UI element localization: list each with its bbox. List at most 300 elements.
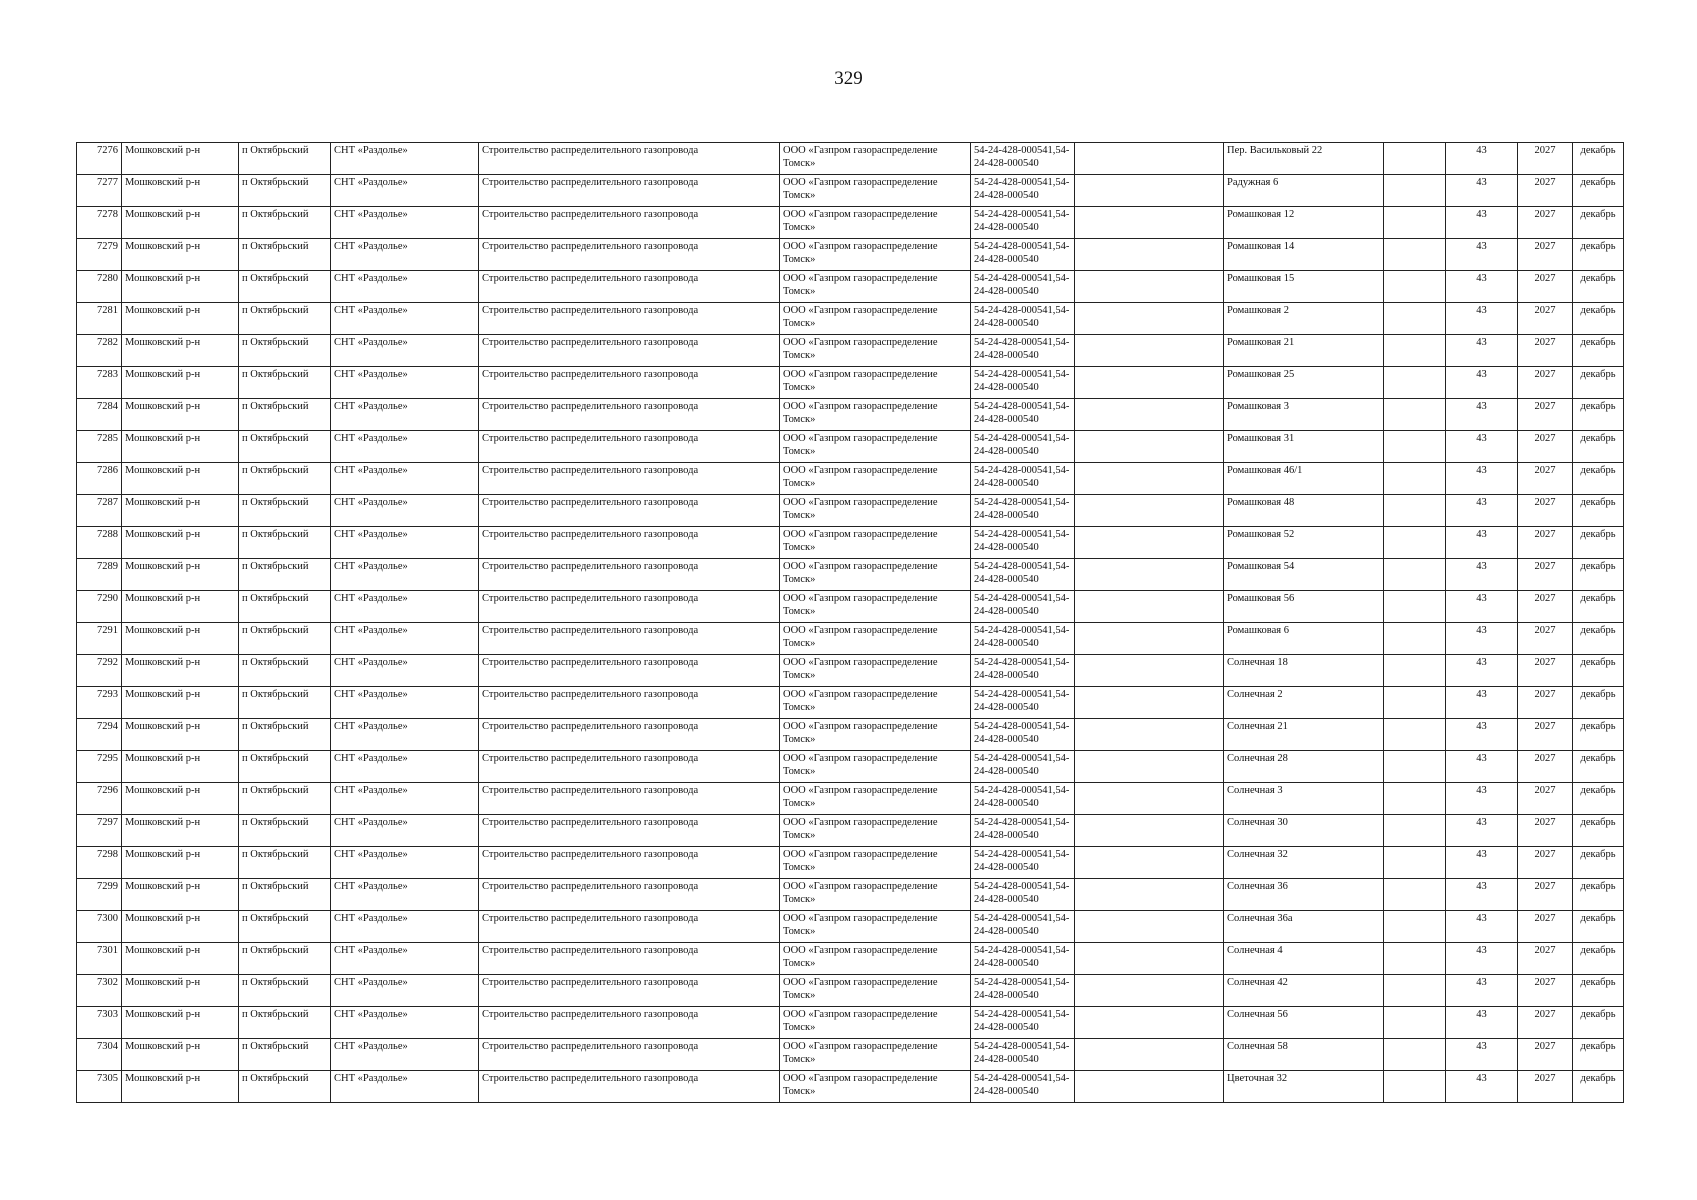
object-cell: СНТ «Раздолье» [331, 1071, 479, 1103]
district-cell: Мошковский р-н [122, 623, 239, 655]
empty-cell-a [1075, 559, 1224, 591]
table-row [77, 591, 1624, 623]
year-cell: 2027 [1518, 303, 1573, 335]
empty-cell-a [1075, 911, 1224, 943]
cadastral-cell: 54-24-428-000541,54-24-428-000540 [971, 303, 1075, 335]
empty-cell-a [1075, 271, 1224, 303]
organization-cell: ООО «Газпром газораспределение Томск» [780, 975, 971, 1007]
address-cell: Ромашковая 25 [1224, 367, 1384, 399]
empty-cell-b [1384, 879, 1446, 911]
empty-cell-a [1075, 623, 1224, 655]
address-cell: Солнечная 3 [1224, 783, 1384, 815]
table-row [77, 431, 1624, 463]
organization-cell: ООО «Газпром газораспределение Томск» [780, 687, 971, 719]
row-number-cell: 7289 [77, 559, 122, 591]
month-cell: декабрь [1573, 335, 1624, 367]
empty-cell-b [1384, 175, 1446, 207]
address-cell: Солнечная 4 [1224, 943, 1384, 975]
activity-cell: Строительство распределительного газопровода [479, 815, 780, 847]
cadastral-cell: 54-24-428-000541,54-24-428-000540 [971, 239, 1075, 271]
empty-cell-b [1384, 399, 1446, 431]
year-cell: 2027 [1518, 847, 1573, 879]
empty-cell-a [1075, 975, 1224, 1007]
empty-cell-a [1075, 847, 1224, 879]
empty-cell-b [1384, 815, 1446, 847]
organization-cell: ООО «Газпром газораспределение Томск» [780, 367, 971, 399]
table-row [77, 847, 1624, 879]
activity-cell: Строительство распределительного газопровода [479, 527, 780, 559]
organization-cell: ООО «Газпром газораспределение Томск» [780, 943, 971, 975]
organization-cell: ООО «Газпром газораспределение Томск» [780, 591, 971, 623]
settlement-cell: п Октябрьский [239, 239, 331, 271]
object-cell: СНТ «Раздолье» [331, 943, 479, 975]
month-cell: декабрь [1573, 143, 1624, 175]
activity-cell: Строительство распределительного газопровода [479, 495, 780, 527]
month-cell: декабрь [1573, 207, 1624, 239]
table-row [77, 303, 1624, 335]
settlement-cell: п Октябрьский [239, 399, 331, 431]
settlement-cell: п Октябрьский [239, 495, 331, 527]
month-cell: декабрь [1573, 1071, 1624, 1103]
empty-cell-a [1075, 207, 1224, 239]
district-cell: Мошковский р-н [122, 431, 239, 463]
cadastral-cell: 54-24-428-000541,54-24-428-000540 [971, 591, 1075, 623]
activity-cell: Строительство распределительного газопровода [479, 271, 780, 303]
month-cell: декабрь [1573, 783, 1624, 815]
empty-cell-a [1075, 1039, 1224, 1071]
table-row [77, 879, 1624, 911]
object-cell: СНТ «Раздолье» [331, 1007, 479, 1039]
row-number-cell: 7283 [77, 367, 122, 399]
cadastral-cell: 54-24-428-000541,54-24-428-000540 [971, 655, 1075, 687]
settlement-cell: п Октябрьский [239, 879, 331, 911]
address-cell: Ромашковая 21 [1224, 335, 1384, 367]
organization-cell: ООО «Газпром газораспределение Томск» [780, 559, 971, 591]
month-cell: декабрь [1573, 975, 1624, 1007]
empty-cell-a [1075, 719, 1224, 751]
address-cell: Радужная 6 [1224, 175, 1384, 207]
code-cell: 43 [1446, 399, 1518, 431]
activity-cell: Строительство распределительного газопровода [479, 623, 780, 655]
empty-cell-b [1384, 687, 1446, 719]
object-cell: СНТ «Раздолье» [331, 719, 479, 751]
object-cell: СНТ «Раздолье» [331, 879, 479, 911]
table-row [77, 975, 1624, 1007]
cadastral-cell: 54-24-428-000541,54-24-428-000540 [971, 559, 1075, 591]
organization-cell: ООО «Газпром газораспределение Томск» [780, 655, 971, 687]
activity-cell: Строительство распределительного газопровода [479, 1039, 780, 1071]
month-cell: декабрь [1573, 1007, 1624, 1039]
table-row [77, 143, 1624, 175]
year-cell: 2027 [1518, 527, 1573, 559]
address-cell: Ромашковая 52 [1224, 527, 1384, 559]
year-cell: 2027 [1518, 1007, 1573, 1039]
district-cell: Мошковский р-н [122, 143, 239, 175]
row-number-cell: 7295 [77, 751, 122, 783]
address-cell: Солнечная 32 [1224, 847, 1384, 879]
organization-cell: ООО «Газпром газораспределение Томск» [780, 239, 971, 271]
year-cell: 2027 [1518, 175, 1573, 207]
empty-cell-b [1384, 751, 1446, 783]
district-cell: Мошковский р-н [122, 207, 239, 239]
address-cell: Цветочная 32 [1224, 1071, 1384, 1103]
object-cell: СНТ «Раздолье» [331, 1039, 479, 1071]
settlement-cell: п Октябрьский [239, 303, 331, 335]
code-cell: 43 [1446, 559, 1518, 591]
activity-cell: Строительство распределительного газопровода [479, 879, 780, 911]
register-body [77, 143, 1624, 1103]
organization-cell: ООО «Газпром газораспределение Томск» [780, 335, 971, 367]
row-number-cell: 7286 [77, 463, 122, 495]
empty-cell-b [1384, 911, 1446, 943]
empty-cell-b [1384, 207, 1446, 239]
row-number-cell: 7292 [77, 655, 122, 687]
year-cell: 2027 [1518, 719, 1573, 751]
year-cell: 2027 [1518, 879, 1573, 911]
district-cell: Мошковский р-н [122, 495, 239, 527]
district-cell: Мошковский р-н [122, 847, 239, 879]
settlement-cell: п Октябрьский [239, 1039, 331, 1071]
table-row [77, 943, 1624, 975]
district-cell: Мошковский р-н [122, 815, 239, 847]
object-cell: СНТ «Раздолье» [331, 751, 479, 783]
empty-cell-a [1075, 495, 1224, 527]
month-cell: декабрь [1573, 719, 1624, 751]
settlement-cell: п Октябрьский [239, 1007, 331, 1039]
empty-cell-b [1384, 143, 1446, 175]
settlement-cell: п Октябрьский [239, 623, 331, 655]
year-cell: 2027 [1518, 239, 1573, 271]
row-number-cell: 7285 [77, 431, 122, 463]
address-cell: Солнечная 36 [1224, 879, 1384, 911]
code-cell: 43 [1446, 527, 1518, 559]
district-cell: Мошковский р-н [122, 1007, 239, 1039]
object-cell: СНТ «Раздолье» [331, 495, 479, 527]
row-number-cell: 7303 [77, 1007, 122, 1039]
activity-cell: Строительство распределительного газопровода [479, 655, 780, 687]
district-cell: Мошковский р-н [122, 367, 239, 399]
address-cell: Ромашковая 14 [1224, 239, 1384, 271]
year-cell: 2027 [1518, 687, 1573, 719]
cadastral-cell: 54-24-428-000541,54-24-428-000540 [971, 527, 1075, 559]
code-cell: 43 [1446, 303, 1518, 335]
empty-cell-a [1075, 655, 1224, 687]
organization-cell: ООО «Газпром газораспределение Томск» [780, 527, 971, 559]
code-cell: 43 [1446, 591, 1518, 623]
code-cell: 43 [1446, 431, 1518, 463]
empty-cell-b [1384, 495, 1446, 527]
row-number-cell: 7293 [77, 687, 122, 719]
code-cell: 43 [1446, 239, 1518, 271]
row-number-cell: 7291 [77, 623, 122, 655]
year-cell: 2027 [1518, 335, 1573, 367]
address-cell: Ромашковая 15 [1224, 271, 1384, 303]
object-cell: СНТ «Раздолье» [331, 207, 479, 239]
object-cell: СНТ «Раздолье» [331, 559, 479, 591]
year-cell: 2027 [1518, 399, 1573, 431]
cadastral-cell: 54-24-428-000541,54-24-428-000540 [971, 815, 1075, 847]
empty-cell-a [1075, 751, 1224, 783]
activity-cell: Строительство распределительного газопровода [479, 1071, 780, 1103]
empty-cell-b [1384, 591, 1446, 623]
district-cell: Мошковский р-н [122, 175, 239, 207]
address-cell: Ромашковая 31 [1224, 431, 1384, 463]
settlement-cell: п Октябрьский [239, 687, 331, 719]
row-number-cell: 7284 [77, 399, 122, 431]
activity-cell: Строительство распределительного газопровода [479, 431, 780, 463]
year-cell: 2027 [1518, 559, 1573, 591]
empty-cell-a [1075, 335, 1224, 367]
empty-cell-b [1384, 303, 1446, 335]
organization-cell: ООО «Газпром газораспределение Томск» [780, 751, 971, 783]
row-number-cell: 7297 [77, 815, 122, 847]
empty-cell-a [1075, 879, 1224, 911]
object-cell: СНТ «Раздолье» [331, 271, 479, 303]
empty-cell-a [1075, 399, 1224, 431]
code-cell: 43 [1446, 751, 1518, 783]
code-cell: 43 [1446, 367, 1518, 399]
address-cell: Ромашковая 2 [1224, 303, 1384, 335]
address-cell: Солнечная 42 [1224, 975, 1384, 1007]
address-cell: Солнечная 58 [1224, 1039, 1384, 1071]
activity-cell: Строительство распределительного газопровода [479, 463, 780, 495]
month-cell: декабрь [1573, 463, 1624, 495]
empty-cell-b [1384, 239, 1446, 271]
table-row [77, 623, 1624, 655]
activity-cell: Строительство распределительного газопровода [479, 559, 780, 591]
activity-cell: Строительство распределительного газопровода [479, 175, 780, 207]
month-cell: декабрь [1573, 943, 1624, 975]
organization-cell: ООО «Газпром газораспределение Томск» [780, 1007, 971, 1039]
year-cell: 2027 [1518, 367, 1573, 399]
cadastral-cell: 54-24-428-000541,54-24-428-000540 [971, 847, 1075, 879]
object-cell: СНТ «Раздолье» [331, 623, 479, 655]
empty-cell-b [1384, 335, 1446, 367]
address-cell: Солнечная 56 [1224, 1007, 1384, 1039]
empty-cell-b [1384, 1039, 1446, 1071]
table-row [77, 175, 1624, 207]
object-cell: СНТ «Раздолье» [331, 655, 479, 687]
settlement-cell: п Октябрьский [239, 911, 331, 943]
empty-cell-b [1384, 1071, 1446, 1103]
month-cell: декабрь [1573, 559, 1624, 591]
organization-cell: ООО «Газпром газораспределение Томск» [780, 143, 971, 175]
table-row [77, 367, 1624, 399]
object-cell: СНТ «Раздолье» [331, 367, 479, 399]
year-cell: 2027 [1518, 495, 1573, 527]
object-cell: СНТ «Раздолье» [331, 175, 479, 207]
code-cell: 43 [1446, 719, 1518, 751]
month-cell: декабрь [1573, 911, 1624, 943]
row-number-cell: 7301 [77, 943, 122, 975]
empty-cell-a [1075, 527, 1224, 559]
activity-cell: Строительство распределительного газопровода [479, 975, 780, 1007]
table-row [77, 271, 1624, 303]
empty-cell-a [1075, 367, 1224, 399]
activity-cell: Строительство распределительного газопровода [479, 911, 780, 943]
cadastral-cell: 54-24-428-000541,54-24-428-000540 [971, 143, 1075, 175]
code-cell: 43 [1446, 623, 1518, 655]
activity-cell: Строительство распределительного газопровода [479, 751, 780, 783]
year-cell: 2027 [1518, 591, 1573, 623]
organization-cell: ООО «Газпром газораспределение Томск» [780, 431, 971, 463]
cadastral-cell: 54-24-428-000541,54-24-428-000540 [971, 335, 1075, 367]
table-row [77, 463, 1624, 495]
cadastral-cell: 54-24-428-000541,54-24-428-000540 [971, 623, 1075, 655]
code-cell: 43 [1446, 335, 1518, 367]
code-cell: 43 [1446, 175, 1518, 207]
organization-cell: ООО «Газпром газораспределение Томск» [780, 303, 971, 335]
table-row [77, 207, 1624, 239]
empty-cell-a [1075, 463, 1224, 495]
activity-cell: Строительство распределительного газопровода [479, 719, 780, 751]
row-number-cell: 7279 [77, 239, 122, 271]
cadastral-cell: 54-24-428-000541,54-24-428-000540 [971, 175, 1075, 207]
row-number-cell: 7298 [77, 847, 122, 879]
code-cell: 43 [1446, 943, 1518, 975]
code-cell: 43 [1446, 143, 1518, 175]
cadastral-cell: 54-24-428-000541,54-24-428-000540 [971, 1007, 1075, 1039]
month-cell: декабрь [1573, 815, 1624, 847]
settlement-cell: п Октябрьский [239, 1071, 331, 1103]
cadastral-cell: 54-24-428-000541,54-24-428-000540 [971, 911, 1075, 943]
district-cell: Мошковский р-н [122, 239, 239, 271]
cadastral-cell: 54-24-428-000541,54-24-428-000540 [971, 1071, 1075, 1103]
month-cell: декабрь [1573, 687, 1624, 719]
month-cell: декабрь [1573, 879, 1624, 911]
empty-cell-b [1384, 527, 1446, 559]
table-row [77, 335, 1624, 367]
table-row [77, 1039, 1624, 1071]
code-cell: 43 [1446, 911, 1518, 943]
object-cell: СНТ «Раздолье» [331, 335, 479, 367]
district-cell: Мошковский р-н [122, 1071, 239, 1103]
empty-cell-b [1384, 271, 1446, 303]
address-cell: Ромашковая 12 [1224, 207, 1384, 239]
cadastral-cell: 54-24-428-000541,54-24-428-000540 [971, 719, 1075, 751]
object-cell: СНТ «Раздолье» [331, 815, 479, 847]
cadastral-cell: 54-24-428-000541,54-24-428-000540 [971, 207, 1075, 239]
year-cell: 2027 [1518, 751, 1573, 783]
activity-cell: Строительство распределительного газопровода [479, 207, 780, 239]
empty-cell-a [1075, 303, 1224, 335]
district-cell: Мошковский р-н [122, 303, 239, 335]
month-cell: декабрь [1573, 591, 1624, 623]
organization-cell: ООО «Газпром газораспределение Томск» [780, 847, 971, 879]
row-number-cell: 7305 [77, 1071, 122, 1103]
table-row [77, 1007, 1624, 1039]
year-cell: 2027 [1518, 207, 1573, 239]
activity-cell: Строительство распределительного газопровода [479, 143, 780, 175]
year-cell: 2027 [1518, 655, 1573, 687]
address-cell: Солнечная 28 [1224, 751, 1384, 783]
activity-cell: Строительство распределительного газопровода [479, 591, 780, 623]
code-cell: 43 [1446, 815, 1518, 847]
month-cell: декабрь [1573, 847, 1624, 879]
empty-cell-a [1075, 175, 1224, 207]
organization-cell: ООО «Газпром газораспределение Томск» [780, 879, 971, 911]
empty-cell-b [1384, 367, 1446, 399]
page-number: 329 [834, 68, 863, 89]
row-number-cell: 7276 [77, 143, 122, 175]
table-row [77, 1071, 1624, 1103]
object-cell: СНТ «Раздолье» [331, 303, 479, 335]
empty-cell-a [1075, 591, 1224, 623]
address-cell: Солнечная 36а [1224, 911, 1384, 943]
address-cell: Пер. Васильковый 22 [1224, 143, 1384, 175]
empty-cell-a [1075, 431, 1224, 463]
code-cell: 43 [1446, 975, 1518, 1007]
district-cell: Мошковский р-н [122, 591, 239, 623]
settlement-cell: п Октябрьский [239, 207, 331, 239]
activity-cell: Строительство распределительного газопровода [479, 239, 780, 271]
month-cell: декабрь [1573, 527, 1624, 559]
settlement-cell: п Октябрьский [239, 463, 331, 495]
row-number-cell: 7296 [77, 783, 122, 815]
month-cell: декабрь [1573, 1039, 1624, 1071]
year-cell: 2027 [1518, 463, 1573, 495]
district-cell: Мошковский р-н [122, 751, 239, 783]
empty-cell-a [1075, 1071, 1224, 1103]
year-cell: 2027 [1518, 911, 1573, 943]
month-cell: декабрь [1573, 655, 1624, 687]
row-number-cell: 7282 [77, 335, 122, 367]
table-row [77, 783, 1624, 815]
empty-cell-a [1075, 1007, 1224, 1039]
object-cell: СНТ «Раздолье» [331, 143, 479, 175]
year-cell: 2027 [1518, 1039, 1573, 1071]
object-cell: СНТ «Раздолье» [331, 687, 479, 719]
object-cell: СНТ «Раздолье» [331, 527, 479, 559]
year-cell: 2027 [1518, 623, 1573, 655]
settlement-cell: п Октябрьский [239, 335, 331, 367]
object-cell: СНТ «Раздолье» [331, 591, 479, 623]
year-cell: 2027 [1518, 815, 1573, 847]
organization-cell: ООО «Газпром газораспределение Томск» [780, 911, 971, 943]
code-cell: 43 [1446, 1007, 1518, 1039]
empty-cell-a [1075, 143, 1224, 175]
object-cell: СНТ «Раздолье» [331, 431, 479, 463]
settlement-cell: п Октябрьский [239, 367, 331, 399]
row-number-cell: 7302 [77, 975, 122, 1007]
month-cell: декабрь [1573, 239, 1624, 271]
address-cell: Ромашковая 46/1 [1224, 463, 1384, 495]
activity-cell: Строительство распределительного газопровода [479, 847, 780, 879]
row-number-cell: 7304 [77, 1039, 122, 1071]
object-cell: СНТ «Раздолье» [331, 783, 479, 815]
row-number-cell: 7288 [77, 527, 122, 559]
district-cell: Мошковский р-н [122, 975, 239, 1007]
district-cell: Мошковский р-н [122, 559, 239, 591]
month-cell: декабрь [1573, 623, 1624, 655]
settlement-cell: п Октябрьский [239, 943, 331, 975]
empty-cell-b [1384, 975, 1446, 1007]
cadastral-cell: 54-24-428-000541,54-24-428-000540 [971, 879, 1075, 911]
register-table [76, 142, 1624, 1103]
empty-cell-a [1075, 943, 1224, 975]
activity-cell: Строительство распределительного газопровода [479, 399, 780, 431]
settlement-cell: п Октябрьский [239, 655, 331, 687]
empty-cell-b [1384, 623, 1446, 655]
settlement-cell: п Октябрьский [239, 143, 331, 175]
year-cell: 2027 [1518, 431, 1573, 463]
activity-cell: Строительство распределительного газопровода [479, 687, 780, 719]
empty-cell-b [1384, 559, 1446, 591]
settlement-cell: п Октябрьский [239, 271, 331, 303]
table-row [77, 655, 1624, 687]
district-cell: Мошковский р-н [122, 879, 239, 911]
organization-cell: ООО «Газпром газораспределение Томск» [780, 399, 971, 431]
